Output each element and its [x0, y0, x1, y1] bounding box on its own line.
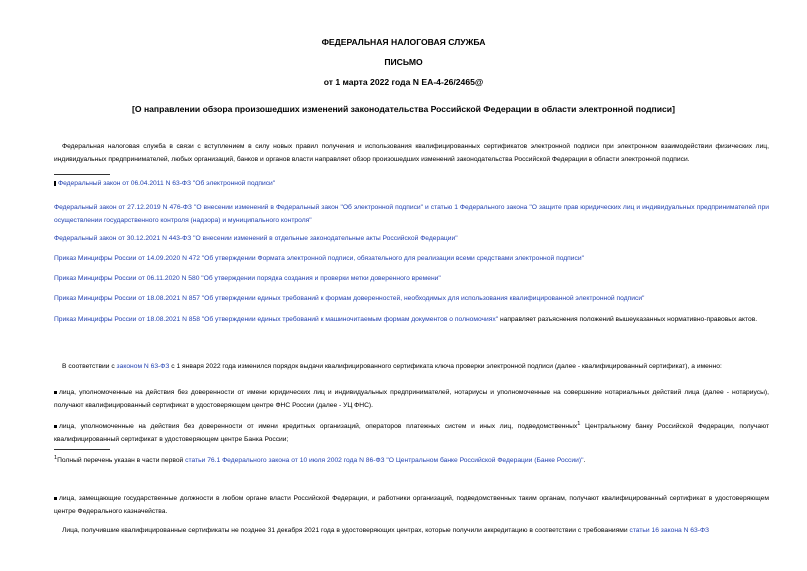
footnote-number: 1: [54, 455, 58, 461]
order-link-3[interactable]: Приказ Минцифры России от 18.08.2021 N 857 "Об утверждении единых требований к формам доверенностей, необходимых для использования квалифицированной электронной подписи": [54, 295, 645, 302]
order-link-3-row: [54, 293, 769, 306]
changes-paragraph: [54, 361, 769, 374]
order-link-4-paragraph: [54, 314, 769, 327]
order-link-4[interactable]: Приказ Минцифры России от 18.08.2021 N 858 "Об утверждении единых требований к машиночитаемым формам документов о полномочиях": [54, 316, 499, 323]
order-link-2[interactable]: Приказ Минцифры России от 06.11.2020 N 580 "Об утверждении порядка создания и проверки метки доверенного времени": [54, 275, 441, 282]
footnote-end: .: [583, 457, 586, 465]
footnote-marker-icon: [54, 181, 56, 186]
bullet-icon: [54, 425, 57, 428]
order-link-1[interactable]: Приказ Минцифры России от 14.09.2020 N 472 "Об утверждении Формата электронной подписи, обязательного для реализации всеми средствами электронной подписи": [54, 255, 584, 262]
bullet-treasury-text: лица, замещающие государственные должности в любом органе власти Российской Федерации, и работники организаций, подведомственных таким органам, получают квалифицированный сертификат в удостоверяющем центре Федерального казначейства.: [54, 495, 769, 515]
intro-paragraph: Федеральная налоговая служба в связи с вступлением в силу новых правил получения и использования квалифицированных сертификатов электронной подписи при электронном взаимодействии физических лиц, индивидуальных предпринимателей, любых организаций, банков и органов власти направляет обзор произошедших изменений законодательства Российской Федерации в области электронной подписи.: [54, 143, 769, 163]
law-link-3-row: [54, 233, 769, 246]
footnote-marker-sup: 1: [577, 421, 581, 427]
law-link-3[interactable]: Федеральный закон от 30.12.2021 N 443-ФЗ "О внесении изменений в отдельные законодательные акты Российской Федерации": [54, 235, 458, 242]
footnote-rule-2: [54, 449, 110, 450]
bullet-treasury: [54, 493, 769, 518]
changes-text-end: с 1 января 2022 года изменился порядок выдачи квалифицированного сертификата ключа проверки электронной подписи (далее - квалифицированный сертификат), а именно:: [169, 363, 722, 370]
document-subject: [О направлении обзора произошедших изменений законодательства Российской Федерации в области электронной подписи]: [132, 104, 675, 114]
document-date-number: от 1 марта 2022 года N ЕА-4-26/2465@: [323, 77, 484, 87]
agency-title: ФЕДЕРАЛЬНАЯ НАЛОГОВАЯ СЛУЖБА: [321, 37, 486, 47]
law-link-1-row: [54, 178, 769, 191]
law-link-1[interactable]: Федеральный закон от 06.04.2011 N 63-ФЗ "Об электронной подписи": [58, 180, 276, 187]
order-link-1-row: [54, 253, 769, 266]
bullet-icon: [54, 391, 57, 394]
changes-text-start: В соответствии с: [62, 363, 117, 370]
footnote-rule: [54, 174, 110, 175]
law-63-fz-link[interactable]: законом N 63-ФЗ: [116, 363, 170, 370]
bullet-notaries-text: лица, уполномоченные на действия без доверенности от имени юридических лиц и индивидуальных предпринимателей, нотариусы и уполномоченные на совершение нотариальных действий лица (далее - нотариусы), получают квалифицированный сертификат в удостоверяющем центре ФНС России (далее - УЦ ФНС).: [54, 389, 769, 409]
bullet-credit-orgs: [54, 418, 769, 446]
law-link-2[interactable]: Федеральный закон от 27.12.2019 N 476-ФЗ "О внесении изменений в Федеральный закон "Об электронной подписи" и статью 1 Федерального закона "О защите прав юридических лиц и индивидуальных предпринимателей при осуществлении государственного контроля (надзора) и муниципального контроля": [54, 204, 769, 224]
law-link-2-row: [54, 202, 769, 227]
last-paragraph: [54, 525, 769, 538]
last-paragraph-text: Лица, получившие квалифицированные сертификаты не позднее 31 декабря 2021 года в удостоверяющих центрах, которые получили аккредитацию в соответствии с требованиями: [62, 527, 630, 534]
bullet-notaries: [54, 387, 769, 412]
bullet-credit-orgs-text: лица, уполномоченные на действия без доверенности от имени кредитных организаций, операторов платежных систем и иных лиц, подведомственных: [59, 423, 578, 431]
order-link-4-tail: направляет разъяснения положений вышеуказанных нормативно-правовых актов.: [498, 316, 758, 323]
bullet-credit-orgs-text-2: Центральному банку Российской Федерации, получают квалифицированный сертификат в удостоверяющем центре Банка России;: [54, 423, 770, 443]
document-type: ПИСЬМО: [384, 57, 423, 67]
central-bank-law-link[interactable]: статьи 76.1 Федерального закона от 10 июля 2002 года N 86-ФЗ "О Центральном банке Российской Федерации (Банке России)": [185, 457, 584, 465]
order-link-2-row: [54, 273, 769, 286]
footnote-central-bank: [54, 452, 769, 468]
footnote-text: Полный перечень указан в части первой: [57, 457, 186, 465]
article-16-link[interactable]: статьи 16 закона N 63-ФЗ: [629, 527, 710, 534]
bullet-icon: [54, 497, 57, 500]
